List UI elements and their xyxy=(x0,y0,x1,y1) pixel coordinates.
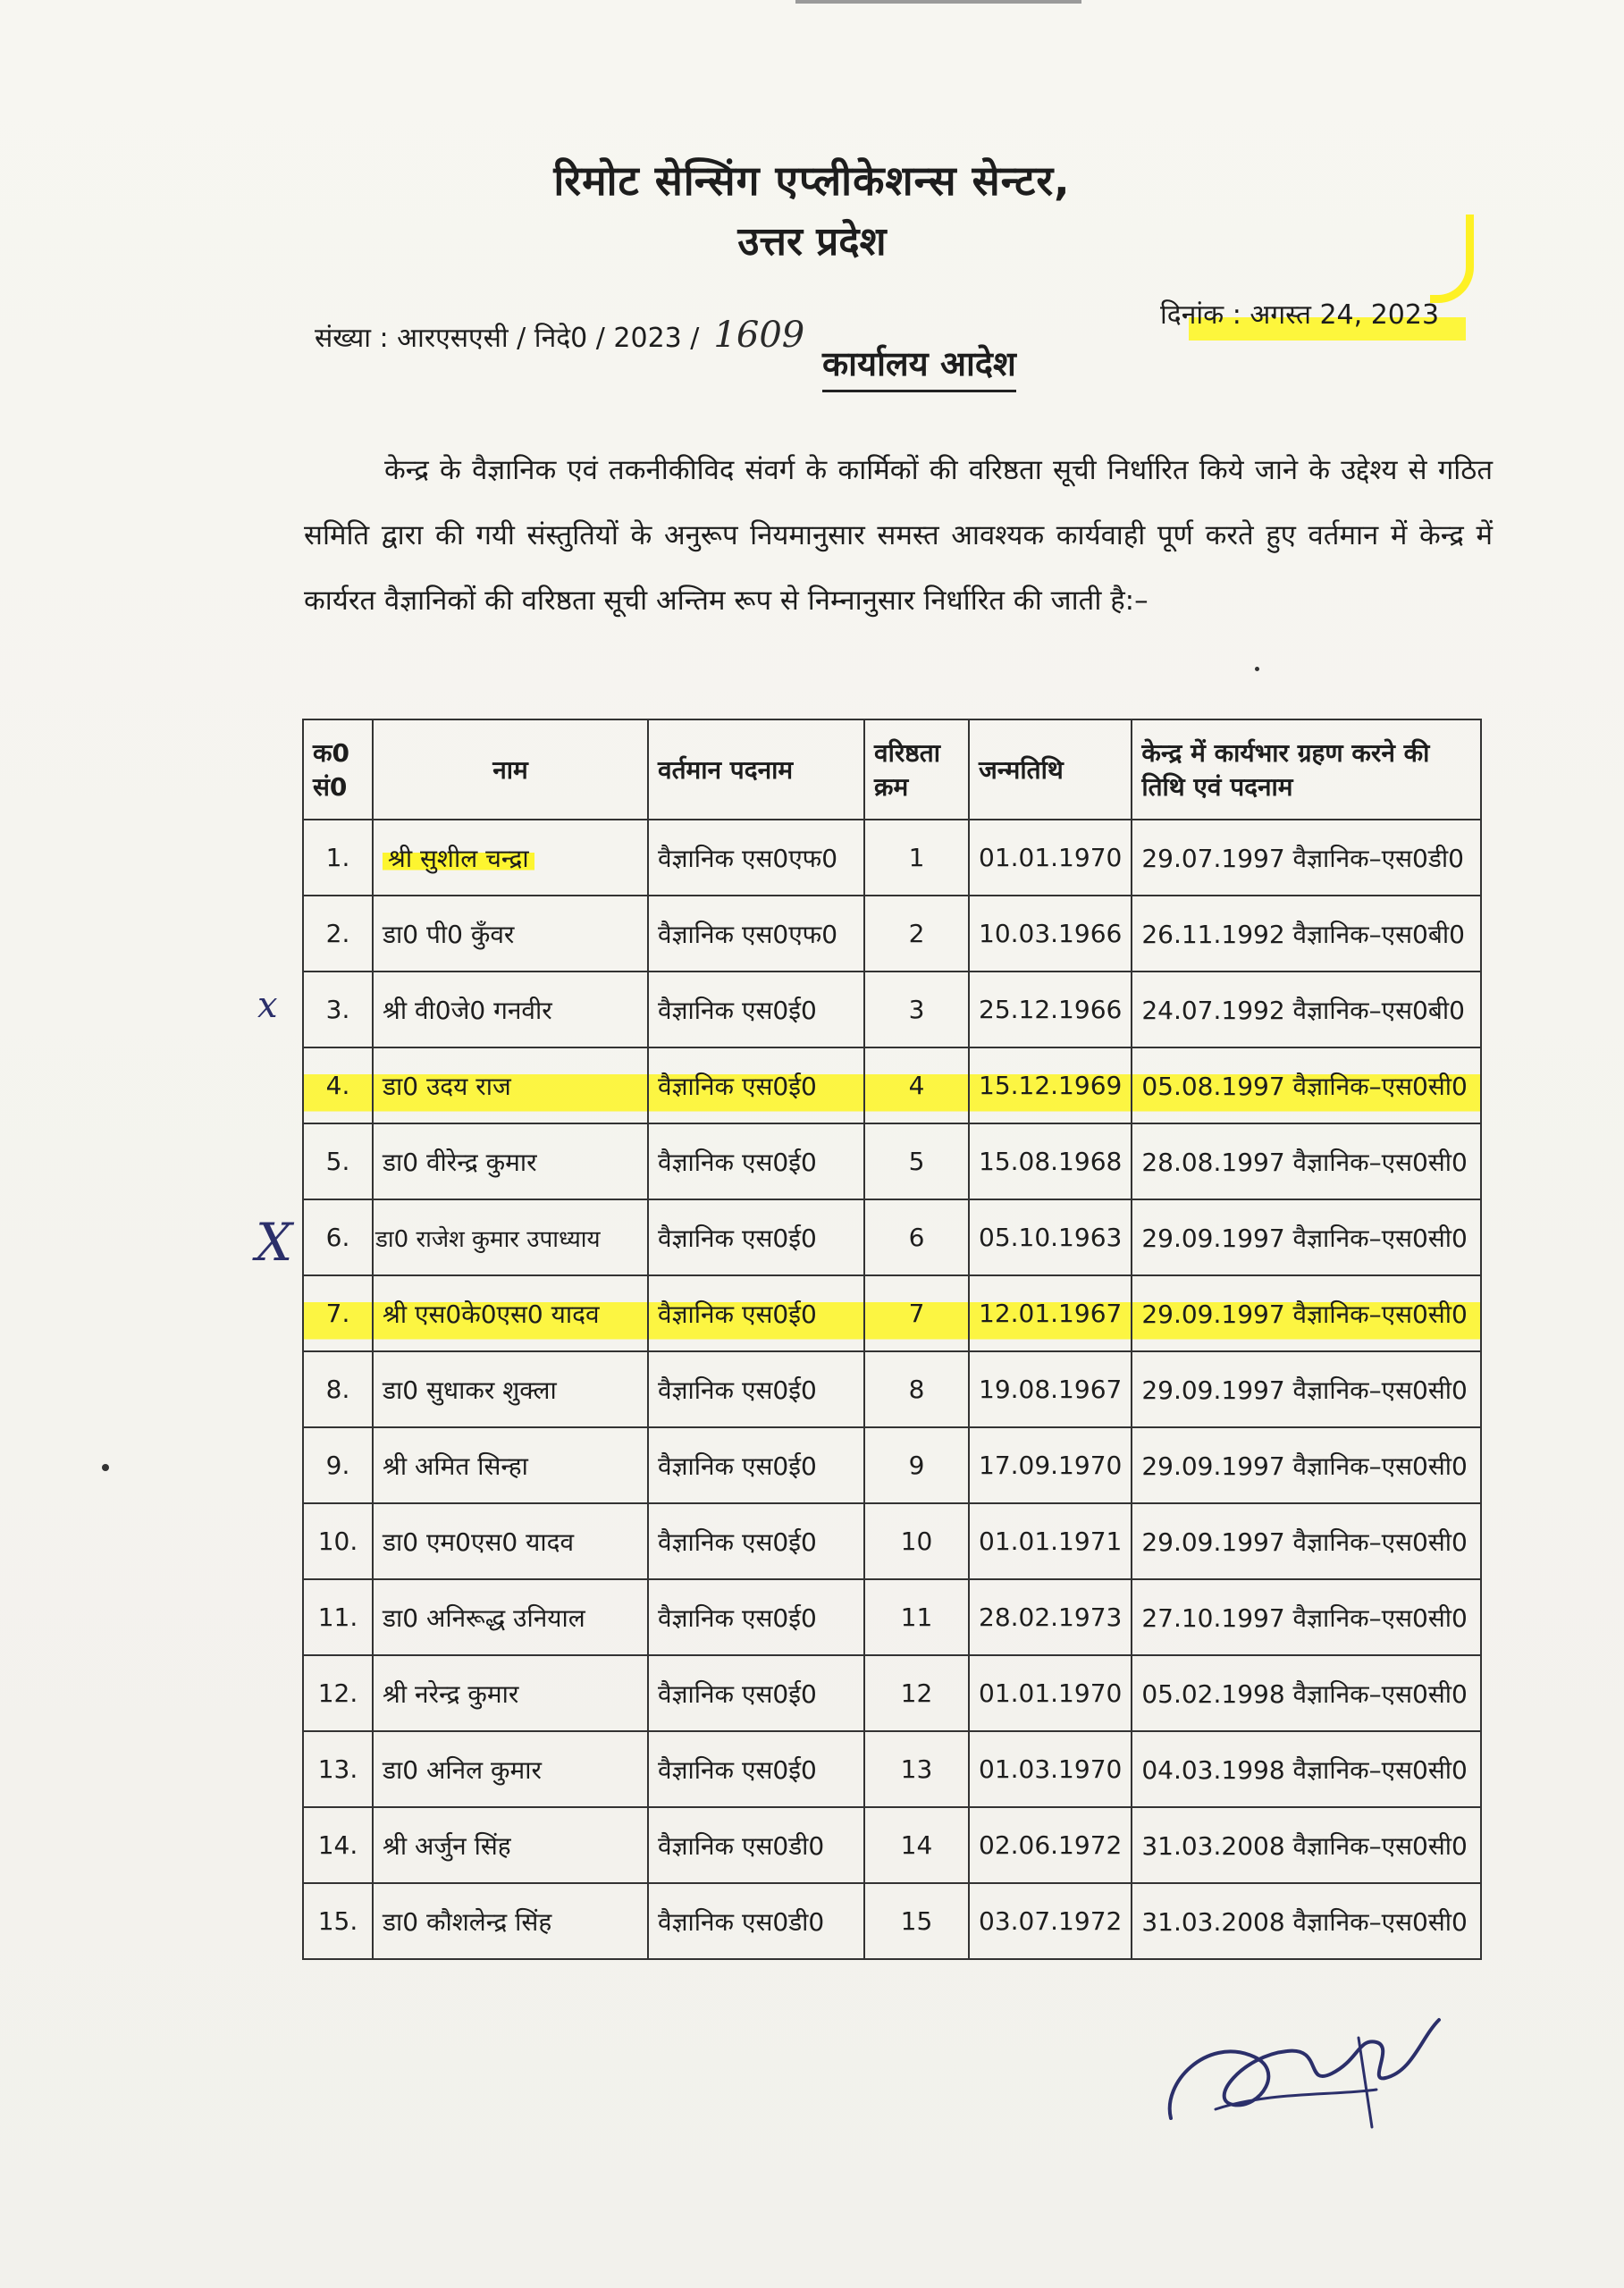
cell-name: डा0 अनिल कुमार xyxy=(373,1731,648,1807)
cell-joining: 26.11.1992 वैज्ञानिक–एस0बी0 xyxy=(1132,896,1481,972)
table-row xyxy=(303,1579,1481,1655)
cell-sn: 11. xyxy=(303,1579,373,1655)
cell-dob: 01.03.1970 xyxy=(969,1731,1132,1807)
header-dob: जन्मतिथि xyxy=(969,719,1132,820)
cell-name: डा0 एम0एस0 यादव xyxy=(373,1503,648,1579)
cell-designation: वैज्ञानिक एस0डी0 xyxy=(648,1883,864,1959)
cell-joining: 29.09.1997 वैज्ञानिक–एस0सी0 xyxy=(1132,1503,1481,1579)
seniority-table xyxy=(302,719,1482,1960)
cell-joining: 29.09.1997 वैज्ञानिक–एस0सी0 xyxy=(1132,1427,1481,1503)
cell-name: डा0 सुधाकर शुक्ला xyxy=(373,1351,648,1427)
cell-rank: 12 xyxy=(864,1655,969,1731)
cell-joining: 04.03.1998 वैज्ञानिक–एस0सी0 xyxy=(1132,1731,1481,1807)
cell-joining: 28.08.1997 वैज्ञानिक–एस0सी0 xyxy=(1132,1123,1481,1199)
table-body xyxy=(303,820,1481,1959)
cell-rank: 15 xyxy=(864,1883,969,1959)
cell-dob: 19.08.1967 xyxy=(969,1351,1132,1427)
table-row xyxy=(303,972,1481,1047)
order-date: दिनांक : अगस्त 24, 2023 xyxy=(1160,299,1440,331)
cell-dob: 25.12.1966 xyxy=(969,972,1132,1047)
cell-dob: 03.07.1972 xyxy=(969,1883,1132,1959)
cell-rank: 1 xyxy=(864,820,969,896)
cell-sn: 9. xyxy=(303,1427,373,1503)
table-row xyxy=(303,1503,1481,1579)
cell-dob: 15.12.1969 xyxy=(969,1047,1132,1123)
org-state: उत्तर प्रदेश xyxy=(737,219,887,265)
cell-dob: 01.01.1971 xyxy=(969,1503,1132,1579)
scan-speck xyxy=(102,1464,109,1471)
cell-name: डा0 कौशलेन्द्र सिंह xyxy=(373,1883,648,1959)
cell-designation: वैज्ञानिक एस0ई0 xyxy=(648,1731,864,1807)
cell-name: डा0 अनिरूद्ध उनियाल xyxy=(373,1579,648,1655)
cell-designation: वैज्ञानिक एस0एफ0 xyxy=(648,896,864,972)
cell-rank: 8 xyxy=(864,1351,969,1427)
table-row xyxy=(303,1199,1481,1275)
header-name: नाम xyxy=(373,719,648,820)
cell-joining: 05.08.1997 वैज्ञानिक–एस0सी0 xyxy=(1132,1047,1481,1123)
cell-sn: 7. xyxy=(303,1275,373,1351)
table-row xyxy=(303,1427,1481,1503)
cell-sn: 10. xyxy=(303,1503,373,1579)
cell-joining: 31.03.2008 वैज्ञानिक–एस0सी0 xyxy=(1132,1883,1481,1959)
cell-sn: 1. xyxy=(303,820,373,896)
cell-dob: 17.09.1970 xyxy=(969,1427,1132,1503)
cell-sn: 13. xyxy=(303,1731,373,1807)
cell-name: डा0 वीरेन्द्र कुमार xyxy=(373,1123,648,1199)
cell-dob: 15.08.1968 xyxy=(969,1123,1132,1199)
cell-sn: 5. xyxy=(303,1123,373,1199)
table-header-row xyxy=(303,719,1481,820)
cell-name: श्री एस0के0एस0 यादव xyxy=(373,1275,648,1351)
cell-sn: 3. xyxy=(303,972,373,1047)
cell-designation: वैज्ञानिक एस0ई0 xyxy=(648,1655,864,1731)
order-paragraph: केन्द्र के वैज्ञानिक एवं तकनीकीविद संवर्ग के कार्मिकों की वरिष्ठता सूची निर्धारित किये जाने के उद्देश्य से गठित समिति द्वारा की गयी संस्तुतियों के अनुरूप नियमानुसार समस्त आवश्यक कार्यवाही पूर्ण करते हुए वर्तमान में केन्द्र में कार्यरत वैज्ञानिकों की वरिष्ठता सूची अन्तिम रूप से निम्नानुसार निर्धारित की जाती है:– xyxy=(304,454,1493,617)
cell-rank: 5 xyxy=(864,1123,969,1199)
cell-rank: 13 xyxy=(864,1731,969,1807)
cell-name: श्री अर्जुन सिंह xyxy=(373,1807,648,1883)
cell-dob: 02.06.1972 xyxy=(969,1807,1132,1883)
header-joining: केन्द्र में कार्यभार ग्रहण करने की तिथि एवं पदनाम xyxy=(1132,719,1481,820)
cell-dob: 10.03.1966 xyxy=(969,896,1132,972)
cell-rank: 7 xyxy=(864,1275,969,1351)
reference-number: 1609 xyxy=(713,315,805,356)
table-row xyxy=(303,896,1481,972)
handwritten-cross-mark: X xyxy=(256,1212,293,1273)
reference-prefix: संख्या : आरएसएसी / निदे0 / 2023 / xyxy=(315,323,700,354)
cell-designation: वैज्ञानिक एस0डी0 xyxy=(648,1807,864,1883)
cell-rank: 11 xyxy=(864,1579,969,1655)
cell-designation: वैज्ञानिक एस0ई0 xyxy=(648,1123,864,1199)
table-row xyxy=(303,1351,1481,1427)
table-row xyxy=(303,1731,1481,1807)
cell-joining: 29.07.1997 वैज्ञानिक–एस0डी0 xyxy=(1132,820,1481,896)
cell-name: डा0 उदय राज xyxy=(373,1047,648,1123)
cell-designation: वैज्ञानिक एस0ई0 xyxy=(648,1579,864,1655)
cell-joining: 31.03.2008 वैज्ञानिक–एस0सी0 xyxy=(1132,1807,1481,1883)
cell-name: श्री नरेन्द्र कुमार xyxy=(373,1655,648,1731)
cell-sn: 15. xyxy=(303,1883,373,1959)
cell-sn: 8. xyxy=(303,1351,373,1427)
page-edge-mark xyxy=(795,0,1081,4)
table-row-highlighted xyxy=(303,1275,1481,1351)
scan-speck xyxy=(1255,667,1259,671)
header-designation: वर्तमान पदनाम xyxy=(648,719,864,820)
cell-rank: 9 xyxy=(864,1427,969,1503)
cell-joining: 29.09.1997 वैज्ञानिक–एस0सी0 xyxy=(1132,1351,1481,1427)
cell-designation: वैज्ञानिक एस0ई0 xyxy=(648,1351,864,1427)
cell-name: श्री अमित सिन्हा xyxy=(373,1427,648,1503)
table-row-highlighted xyxy=(303,1047,1481,1123)
cell-joining: 24.07.1992 वैज्ञानिक–एस0बी0 xyxy=(1132,972,1481,1047)
cell-joining: 27.10.1997 वैज्ञानिक–एस0सी0 xyxy=(1132,1579,1481,1655)
cell-name: डा0 राजेश कुमार उपाध्याय xyxy=(373,1199,648,1275)
cell-designation: वैज्ञानिक एस0ई0 xyxy=(648,1427,864,1503)
table-row xyxy=(303,1123,1481,1199)
cell-designation: वैज्ञानिक एस0ई0 xyxy=(648,1503,864,1579)
cell-sn: 12. xyxy=(303,1655,373,1731)
cell-sn: 4. xyxy=(303,1047,373,1123)
cell-rank: 3 xyxy=(864,972,969,1047)
handwritten-cross-mark: x xyxy=(257,985,278,1026)
signature-icon xyxy=(1153,2002,1448,2136)
cell-rank: 2 xyxy=(864,896,969,972)
table-row xyxy=(303,1883,1481,1959)
table-row xyxy=(303,820,1481,896)
cell-dob: 01.01.1970 xyxy=(969,1655,1132,1731)
cell-designation: वैज्ञानिक एस0ई0 xyxy=(648,1047,864,1123)
cell-designation: वैज्ञानिक एस0एफ0 xyxy=(648,820,864,896)
cell-dob: 28.02.1973 xyxy=(969,1579,1132,1655)
cell-designation: वैज्ञानिक एस0ई0 xyxy=(648,972,864,1047)
cell-joining: 29.09.1997 वैज्ञानिक–एस0सी0 xyxy=(1132,1199,1481,1275)
cell-dob: 05.10.1963 xyxy=(969,1199,1132,1275)
cell-name: डा0 पी0 कुँवर xyxy=(373,896,648,972)
cell-rank: 14 xyxy=(864,1807,969,1883)
cell-name xyxy=(373,820,648,896)
name-highlight: श्री सुशील चन्द्रा xyxy=(383,844,534,873)
cell-sn: 6. xyxy=(303,1199,373,1275)
reference-line xyxy=(315,315,804,356)
cell-rank: 6 xyxy=(864,1199,969,1275)
cell-joining: 29.09.1997 वैज्ञानिक–एस0सी0 xyxy=(1132,1275,1481,1351)
cell-dob: 12.01.1967 xyxy=(969,1275,1132,1351)
cell-designation: वैज्ञानिक एस0ई0 xyxy=(648,1199,864,1275)
cell-sn: 14. xyxy=(303,1807,373,1883)
table-row xyxy=(303,1655,1481,1731)
table-row xyxy=(303,1807,1481,1883)
cell-rank: 10 xyxy=(864,1503,969,1579)
cell-sn: 2. xyxy=(303,896,373,972)
org-name: रिमोट सेन्सिंग एप्लीकेशन्स सेन्टर, xyxy=(553,156,1071,205)
cell-joining: 05.02.1998 वैज्ञानिक–एस0सी0 xyxy=(1132,1655,1481,1731)
cell-designation: वैज्ञानिक एस0ई0 xyxy=(648,1275,864,1351)
cell-name: श्री वी0जे0 गनवीर xyxy=(373,972,648,1047)
header-sn: क0 सं0 xyxy=(303,719,373,820)
header-rank: वरिष्ठता क्रम xyxy=(864,719,969,820)
order-title: कार्यालय आदेश xyxy=(822,340,1016,392)
cell-rank: 4 xyxy=(864,1047,969,1123)
highlighter-stroke xyxy=(1430,214,1474,303)
cell-dob: 01.01.1970 xyxy=(969,820,1132,896)
